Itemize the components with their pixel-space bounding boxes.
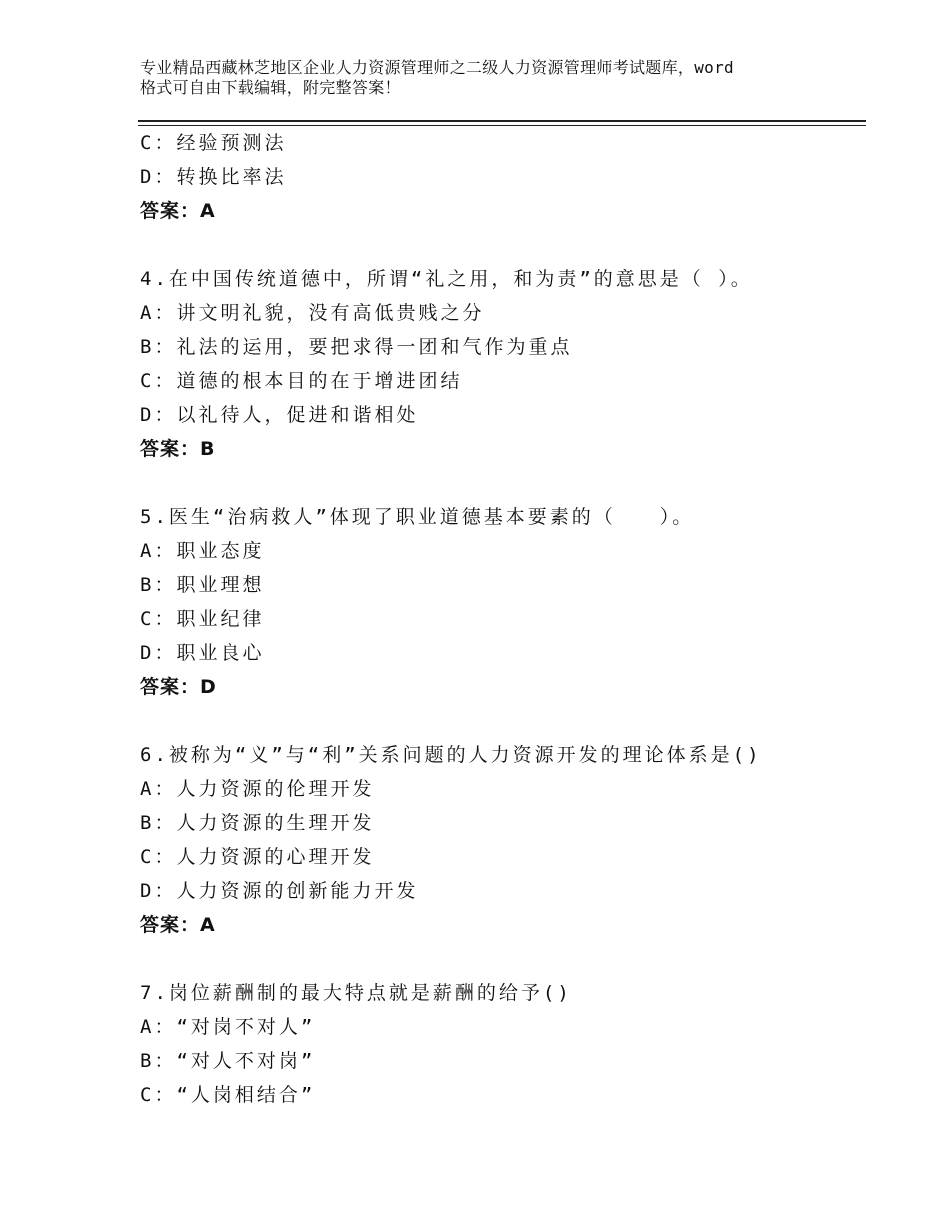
option-c: C：经验预测法 (140, 132, 287, 154)
option-c: C：职业纪律 (140, 608, 265, 630)
option-b: B：职业理想 (140, 574, 265, 596)
answer-label: 答案：D (140, 676, 217, 698)
question-block-6 (140, 738, 860, 942)
option-d: D：职业良心 (140, 642, 265, 664)
header-line-1: 专业精品西藏林芝地区企业人力资源管理师之二级人力资源管理师考试题库，word (140, 58, 734, 77)
question-stem: 7.岗位薪酬制的最大特点就是薪酬的给予() (140, 982, 572, 1004)
question-list (140, 126, 860, 1112)
spacer (140, 704, 860, 738)
option-c: C：“人岗相结合” (140, 1084, 316, 1106)
document-header (140, 58, 840, 98)
spacer (140, 466, 860, 500)
answer-label: 答案：A (140, 914, 216, 936)
header-rule-thick (138, 120, 866, 122)
option-c: C：人力资源的心理开发 (140, 846, 375, 868)
option-a: A：讲文明礼貌，没有高低贵贱之分 (140, 302, 485, 324)
spacer (140, 228, 860, 262)
option-a: A：职业态度 (140, 540, 265, 562)
option-d: D：以礼待人，促进和谐相处 (140, 404, 419, 426)
question-stem: 5.医生“治病救人”体现了职业道德基本要素的（ ）。 (140, 506, 695, 528)
option-d: D：人力资源的创新能力开发 (140, 880, 419, 902)
option-c: C：道德的根本目的在于增进团结 (140, 370, 463, 392)
answer-label: 答案：B (140, 438, 216, 460)
answer-label: 答案：A (140, 200, 216, 222)
option-b: B：礼法的运用，要把求得一团和气作为重点 (140, 336, 573, 358)
question-stem: 4.在中国传统道德中，所谓“礼之用，和为责”的意思是（ ）。 (140, 268, 753, 290)
option-d: D：转换比率法 (140, 166, 287, 188)
question-block-4 (140, 262, 860, 466)
option-a: A：“对岗不对人” (140, 1016, 316, 1038)
question-block-7 (140, 976, 860, 1112)
question-stem: 6.被称为“义”与“利”关系问题的人力资源开发的理论体系是() (140, 744, 762, 766)
option-b: B：人力资源的生理开发 (140, 812, 375, 834)
option-a: A：人力资源的伦理开发 (140, 778, 375, 800)
header-line-2: 格式可自由下载编辑，附完整答案！ (140, 78, 401, 97)
option-b: B：“对人不对岗” (140, 1050, 316, 1072)
question-block-partial (140, 126, 860, 228)
spacer (140, 942, 860, 976)
question-block-5 (140, 500, 860, 704)
